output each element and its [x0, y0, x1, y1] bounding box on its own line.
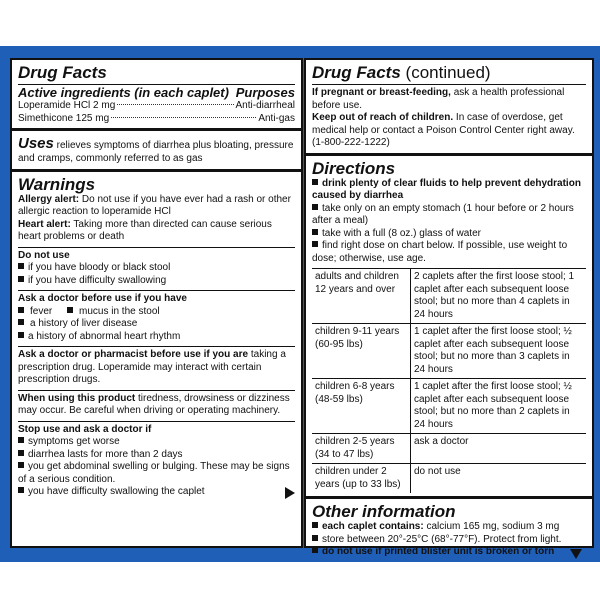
table-row: adults and children 12 years and over 2 caplets after the first loose stool; 1 caplet after each subsequent loose stool; but no more than 4 caplets in 24 hours — [312, 269, 586, 324]
ask-pharmacist-block — [18, 346, 295, 387]
keep-out-text: In case of overdose, get medical help or contact a Poison Control Center right away. (1-800-222-1222) — [312, 112, 575, 148]
ask-doctor-items: fever mucus in the stool a history of liver disease — [18, 306, 295, 331]
table-row: children 2-5 years (34 to 47 lbs) ask a doctor — [312, 434, 586, 464]
ingredient-purpose: Anti-gas — [258, 112, 295, 124]
pregnant-text: ask a health professional before use. — [312, 87, 565, 111]
list-item: if you have bloody or black stool — [18, 262, 295, 275]
ingredient-name: Simethicone 125 mg — [18, 112, 110, 124]
list-item: each caplet contains: calcium 165 mg, sodium 3 mg — [312, 521, 586, 534]
table-row: children under 2 years (up to 33 lbs) do not use — [312, 464, 586, 494]
active-ingredients-header: Active ingredients (in each caplet) — [18, 85, 229, 100]
uses-header: Uses — [18, 135, 54, 152]
other-information-header: Other information — [312, 502, 456, 521]
list-item: you get abdominal swelling or bulging. These may be signs of a serious condition. — [18, 461, 290, 485]
list-item: a history of abnormal heart rhythm — [18, 331, 295, 344]
stop-use-header: Stop use and ask a doctor if — [18, 423, 152, 435]
allergy-alert-label: Allergy alert: — [18, 193, 80, 205]
when-using-text: tiredness, drowsiness or dizziness may occur. Be careful when driving or operating machinery. — [18, 392, 290, 416]
dosage-table — [312, 268, 586, 493]
active-ingredients-section — [12, 60, 301, 131]
continue-down-arrow-icon — [570, 549, 582, 559]
list-item: find right dose on chart below. If possible, use weight to dose; otherwise, use age. — [312, 240, 568, 264]
warnings-header: Warnings — [18, 174, 96, 194]
ask-doctor-block — [18, 290, 295, 343]
ingredient-row — [18, 100, 295, 113]
do-not-use-block — [18, 247, 295, 288]
when-using-header: When using this product — [18, 392, 136, 404]
list-item: store between 20°-25°C (68°-77°F). Protect from light. — [312, 534, 586, 547]
drug-facts-continued-panel — [304, 58, 594, 557]
directions-header: Directions — [312, 158, 396, 178]
continue-arrow-icon — [285, 487, 295, 499]
uses-section — [12, 131, 301, 172]
list-item: you have difficulty swallowing the caplet — [18, 486, 295, 499]
table-row: children 9-11 years (60-95 lbs) 1 caplet after the first loose stool; ½ caplet after each subsequent loose stool; but no more than 3 caplets in 24 hours — [312, 324, 586, 379]
pregnancy-section — [306, 60, 592, 156]
ask-pharmacist-header: Ask a doctor or pharmacist before use if you are — [18, 349, 249, 360]
list-item: do not use if printed blister unit is broken or torn — [312, 546, 586, 559]
ingredient-row — [18, 113, 295, 126]
drug-facts-panel — [10, 58, 303, 548]
ingredient-purpose: Anti-diarrheal — [235, 100, 295, 111]
ingredient-name: Loperamide HCl 2 mg — [18, 100, 116, 111]
drug-facts-title: Drug Facts — [18, 63, 107, 82]
list-item: drink plenty of clear fluids to help prevent dehydration caused by diarrhea — [312, 177, 581, 201]
allergy-alert-text: Do not use if you have ever had a rash or other allergic reaction to loperamide HCl — [18, 193, 291, 217]
stop-use-block — [18, 421, 295, 499]
ask-pharmacist-text: taking a prescription drug. Loperamide may interact with certain prescription drugs. — [18, 349, 286, 385]
list-item: symptoms get worse — [18, 436, 295, 449]
drug-facts-continued-title: Drug Facts (continued) — [312, 63, 491, 82]
list-item: if you have difficulty swallowing — [18, 275, 295, 288]
list-item: take with a full (8 oz.) glass of water — [312, 228, 586, 241]
heart-alert-text: Taking more than directed can cause serious heart problems or death — [18, 218, 272, 242]
list-item: take only on an empty stomach (1 hour before or 2 hours after a meal) — [312, 202, 574, 226]
when-using-block — [18, 390, 295, 418]
do-not-use-header: Do not use — [18, 249, 70, 261]
heart-alert-label: Heart alert: — [18, 218, 71, 230]
pregnant-label: If pregnant or breast-feeding, — [312, 87, 451, 98]
purposes-header: Purposes — [235, 85, 295, 100]
ask-doctor-header: Ask a doctor before use if you have — [18, 293, 187, 304]
uses-text: relieves symptoms of diarrhea plus bloating, pressure and cramps, commonly referred to as gas — [18, 140, 294, 164]
warnings-section — [12, 172, 301, 503]
keep-out-label: Keep out of reach of children. — [312, 112, 454, 123]
list-item: diarrhea lasts for more than 2 days — [18, 449, 295, 462]
table-row: children 6-8 years (48-59 lbs) 1 caplet after the first loose stool; ½ caplet after each subsequent loose stool; but no more than 2 caplets in 24 hours — [312, 379, 586, 434]
other-information-section — [306, 499, 592, 563]
directions-section — [306, 156, 592, 500]
